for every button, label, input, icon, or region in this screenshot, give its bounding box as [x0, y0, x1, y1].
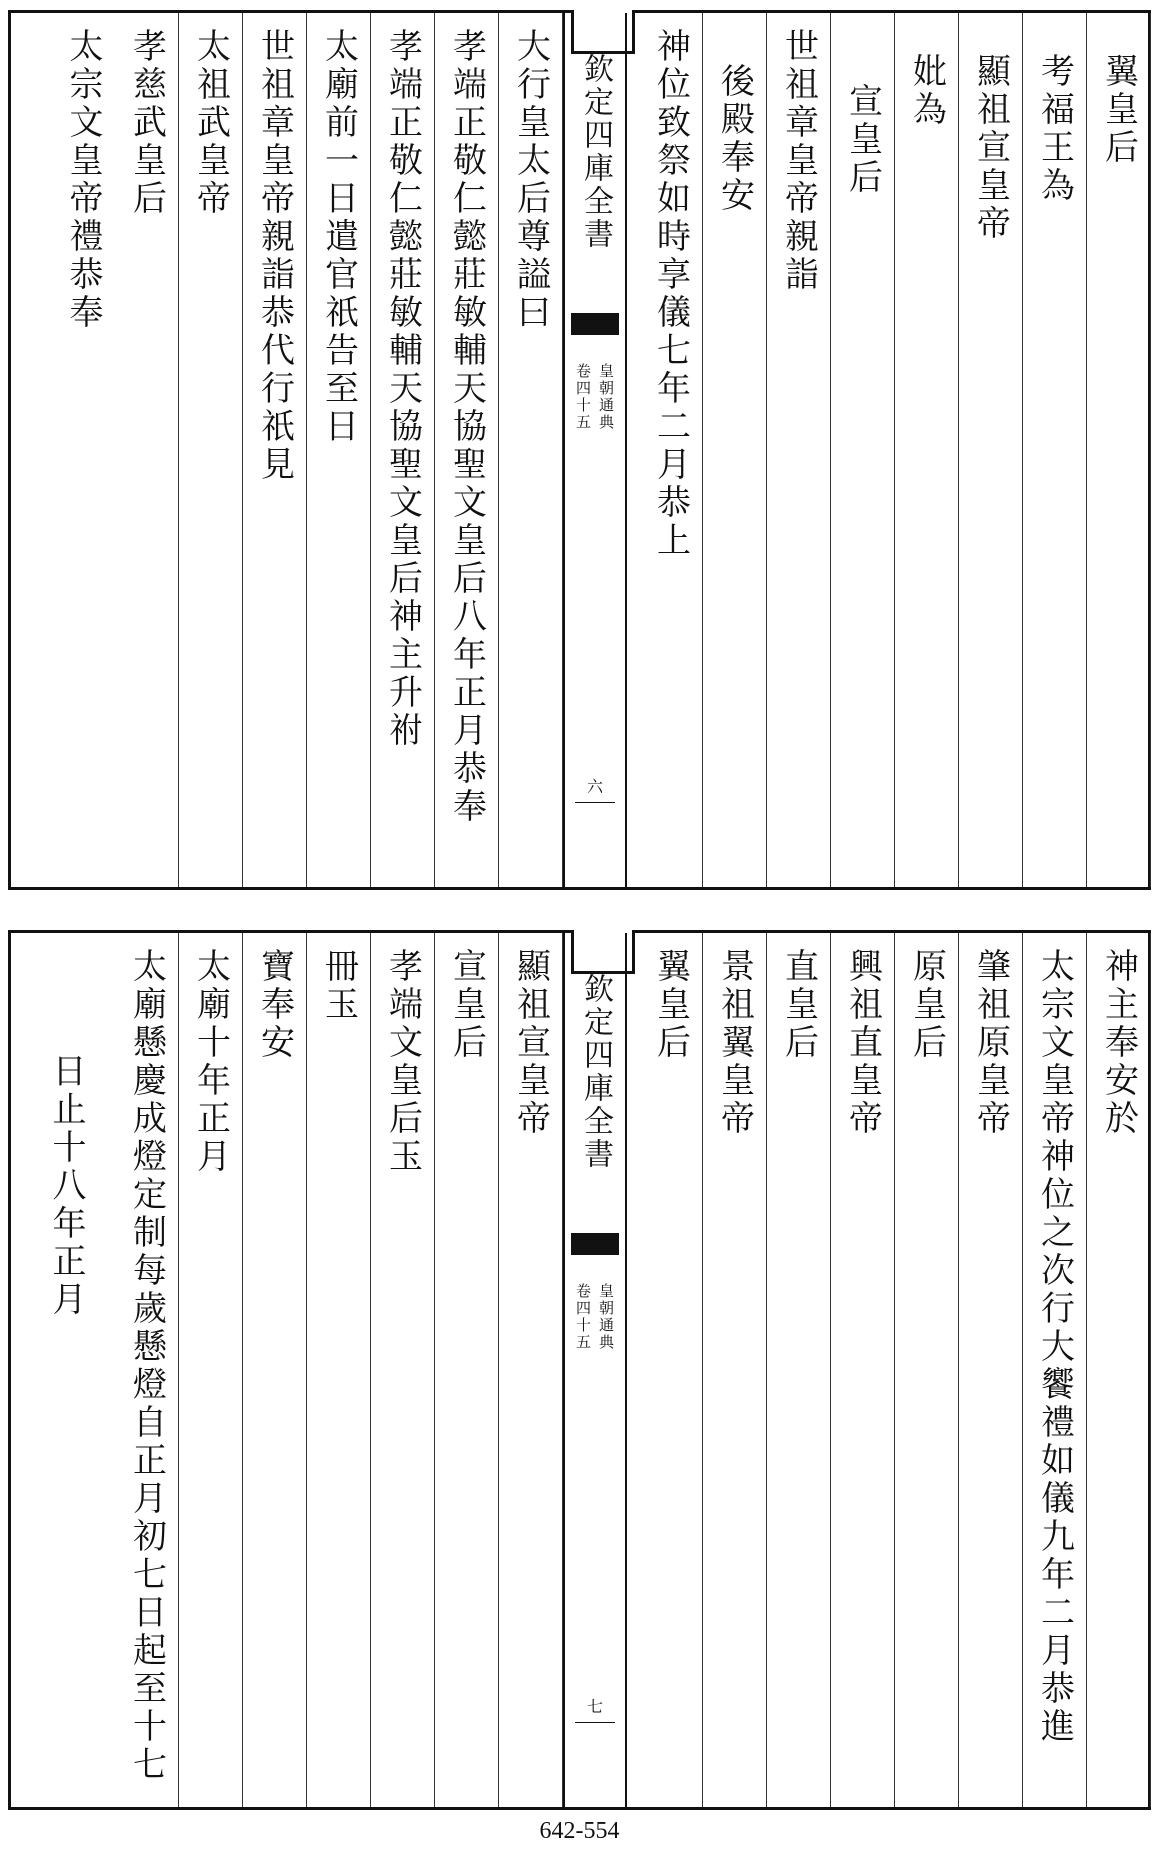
column-text: 孝慈武皇后 [126, 28, 167, 218]
text-column [767, 933, 831, 1807]
column-text: 世祖章皇帝親詣恭代行祇見 [254, 28, 295, 484]
column-text: 宣皇后 [842, 83, 883, 197]
page-center-strip [563, 13, 627, 887]
page-number-rule [575, 802, 615, 803]
volume-number: 卷四十五 [574, 363, 592, 431]
page-number: 七 [586, 1697, 604, 1716]
book-title: 欽定四庫全書 [578, 973, 613, 1171]
text-column [371, 933, 435, 1807]
text-column [959, 13, 1023, 887]
fish-tail-mark [571, 1233, 619, 1255]
text-column [639, 933, 703, 1807]
text-column [1023, 13, 1087, 887]
text-column [1023, 933, 1087, 1807]
text-column [51, 13, 115, 887]
column-text: 太廟前一日遣官祇告至日 [318, 28, 359, 446]
text-column [243, 933, 307, 1807]
text-column [1087, 13, 1151, 887]
column-text: 翼皇后 [650, 948, 691, 1062]
column-text: 大行皇太后尊謚曰 [510, 28, 551, 332]
text-column [499, 933, 563, 1807]
column-text: 孝端文皇后玉 [382, 948, 423, 1176]
text-column [1087, 933, 1151, 1807]
text-column [435, 13, 499, 887]
volume-number: 卷四十五 [574, 1283, 592, 1351]
text-column [639, 13, 703, 887]
column-text: 冊玉 [318, 948, 359, 1024]
column-text: 直皇后 [778, 948, 819, 1062]
outer-text-column [31, 933, 101, 1807]
column-text: 顯祖宣皇帝 [510, 948, 551, 1138]
text-column [307, 13, 371, 887]
text-column [243, 13, 307, 887]
text-column [115, 933, 179, 1807]
volume-info [573, 1283, 617, 1351]
page-footer-number: 642-554 [539, 1818, 620, 1844]
book-subtitle: 皇朝通典 [597, 363, 615, 431]
column-text: 孝端正敬仁懿莊敏輔天協聖文皇后八年正月恭奉 [446, 28, 487, 826]
text-column [499, 13, 563, 887]
page-number-rule [575, 1722, 615, 1723]
column-text: 顯祖宣皇帝 [970, 53, 1011, 243]
column-text: 翼皇后 [1098, 53, 1139, 167]
column-text: 後殿奉安 [714, 63, 755, 215]
text-column [895, 13, 959, 887]
column-text: 世祖章皇帝親詣 [778, 28, 819, 294]
text-column [371, 13, 435, 887]
column-text: 太廟懸慶成燈定制每歲懸燈自正月初七日起至十七 [126, 948, 167, 1784]
page-number: 六 [586, 777, 604, 796]
text-column [435, 933, 499, 1807]
column-text: 孝端正敬仁懿莊敏輔天協聖文皇后神主升祔 [382, 28, 423, 750]
page-center-strip [563, 933, 627, 1807]
book-title: 欽定四庫全書 [578, 53, 613, 251]
column-text: 原皇后 [906, 948, 947, 1062]
column-text: 宣皇后 [446, 948, 487, 1062]
column-text: 肇祖原皇帝 [970, 948, 1011, 1138]
text-column [179, 933, 243, 1807]
column-text: 考福王為 [1034, 53, 1075, 205]
column-text: 神位致祭如時享儀七年二月恭上 [650, 28, 691, 560]
column-text: 寶奉安 [254, 948, 295, 1062]
column-text: 太祖武皇帝 [190, 28, 231, 218]
bottom-page [8, 930, 1151, 1810]
text-column [307, 933, 371, 1807]
fish-tail-mark [571, 313, 619, 335]
text-column [959, 933, 1023, 1807]
text-column [703, 933, 767, 1807]
text-column [831, 933, 895, 1807]
book-subtitle: 皇朝通典 [597, 1283, 615, 1351]
column-text: 景祖翼皇帝 [714, 948, 755, 1138]
column-text: 神主奉安於 [1098, 948, 1139, 1138]
column-text: 太宗文皇帝神位之次行大饗禮如儀九年二月恭進 [1034, 948, 1075, 1746]
text-column [703, 13, 767, 887]
column-text: 日止十八年正月 [46, 1053, 86, 1319]
text-column [179, 13, 243, 887]
top-page [8, 10, 1151, 890]
text-column [767, 13, 831, 887]
text-column [831, 13, 895, 887]
column-text: 太廟十年正月 [190, 948, 231, 1176]
column-text: 興祖直皇帝 [842, 948, 883, 1138]
text-column [895, 933, 959, 1807]
column-text: 妣為 [906, 53, 947, 129]
text-column [115, 13, 179, 887]
volume-info [573, 363, 617, 431]
column-text: 太宗文皇帝禮恭奉 [63, 28, 103, 332]
